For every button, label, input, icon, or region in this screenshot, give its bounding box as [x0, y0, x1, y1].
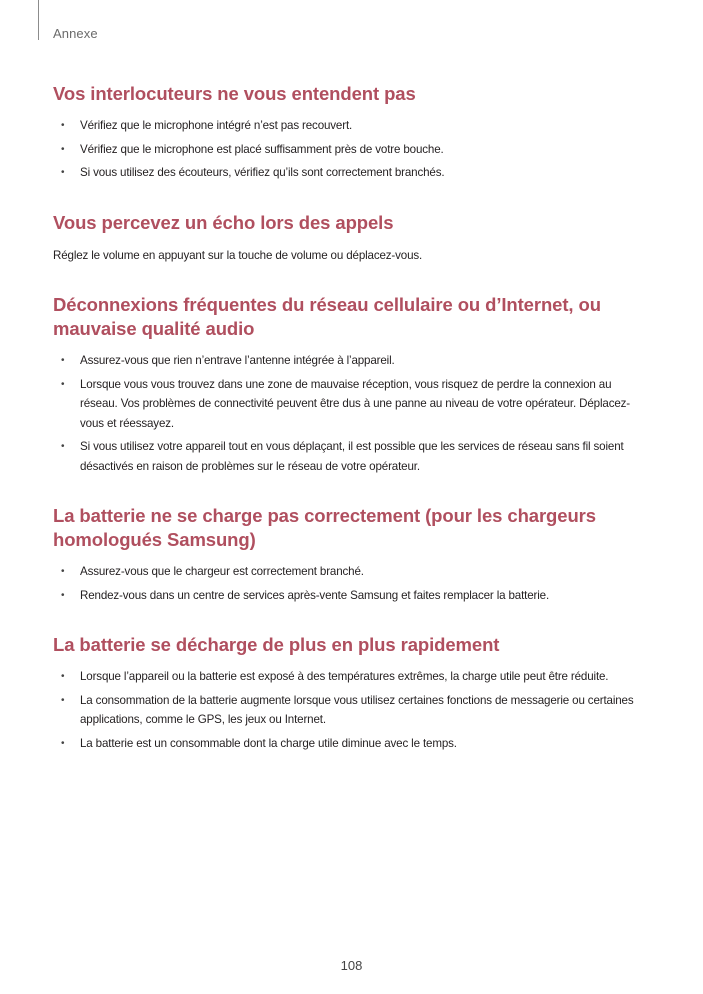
bullet-list — [53, 667, 643, 753]
section-deconnexions — [53, 293, 643, 476]
list-item — [53, 734, 643, 754]
bullet-icon: • — [61, 378, 65, 390]
list-item — [53, 375, 643, 434]
list-item-text: Assurez-vous que rien n’entrave l’antenne intégrée à l’appareil. — [80, 354, 395, 367]
section-title: Vous percevez un écho lors des appels — [53, 211, 394, 233]
list-item — [53, 351, 643, 371]
section-title: Vos interlocuteurs ne vous entendent pas — [53, 83, 416, 104]
bullet-list — [53, 562, 643, 605]
list-item-text: Lorsque l’appareil ou la batterie est exposé à des températures extrêmes, la charge utile peut être réduite. — [80, 670, 609, 683]
list-item-text: Vérifiez que le microphone est placé suffisamment près de votre bouche. — [80, 142, 444, 156]
section-paragraph: Réglez le volume en appuyant sur la touche de volume ou déplacez-vous. — [53, 248, 423, 262]
section-echo — [53, 211, 643, 266]
list-item — [53, 562, 643, 582]
list-item — [53, 667, 643, 687]
list-item — [53, 163, 643, 183]
page-number: 108 — [340, 958, 363, 973]
header-label: Annexe — [53, 26, 98, 41]
bullet-icon: • — [61, 694, 65, 706]
bullet-icon: • — [61, 120, 65, 131]
bullet-icon: • — [61, 671, 65, 682]
section-decharge — [53, 633, 643, 753]
section-interlocuteurs — [53, 82, 643, 183]
bullet-list — [53, 116, 643, 183]
list-item-text: Si vous utilisez votre appareil tout en vous déplaçant, il est possible que les services de réseau sans fil soient désactivés en raison de problèmes sur le réseau de votre opérateur. — [80, 440, 624, 473]
bullet-icon: • — [61, 566, 65, 577]
bullet-icon: • — [61, 143, 65, 155]
bullet-icon: • — [61, 737, 65, 749]
list-item-text: La batterie est un consommable dont la charge utile diminue avec le temps. — [80, 736, 457, 750]
bullet-icon: • — [61, 441, 65, 452]
section-charge — [53, 504, 643, 605]
page-content — [53, 82, 643, 757]
list-item — [53, 116, 643, 136]
list-item-text: Vérifiez que le microphone intégré n’est pas recouvert. — [80, 119, 353, 132]
section-title: Déconnexions fréquentes du réseau cellulaire ou d’Internet, ou mauvaise qualité audio — [53, 294, 601, 339]
list-item — [53, 586, 643, 606]
bullet-list — [53, 351, 643, 476]
list-item-text: Assurez-vous que le chargeur est correctement branché. — [80, 565, 364, 578]
list-item-text: La consommation de la batterie augmente lorsque vous utilisez certaines fonctions de messagerie ou certaines applications, comme le GPS, les jeux ou Internet. — [80, 693, 634, 726]
list-item — [53, 140, 643, 160]
list-item-text: Rendez-vous dans un centre de services après-vente Samsung et faites remplacer la batterie. — [80, 588, 550, 602]
list-item — [53, 437, 643, 476]
section-title: La batterie se décharge de plus en plus rapidement — [53, 634, 500, 655]
list-item — [53, 691, 643, 730]
bullet-icon: • — [61, 167, 65, 178]
header-rule — [38, 0, 39, 40]
bullet-icon: • — [61, 355, 65, 366]
list-item-text: Lorsque vous vous trouvez dans une zone de mauvaise réception, vous risquez de perdre la connexion au réseau. Vos problèmes de connectivité peuvent être dus à une panne au niveau de votre opérateur. Déplacez-vous et réessayez. — [80, 377, 630, 430]
section-title: La batterie ne se charge pas correctement (pour les chargeurs homologués Samsung) — [53, 505, 596, 550]
bullet-icon: • — [61, 589, 65, 601]
list-item-text: Si vous utilisez des écouteurs, vérifiez qu’ils sont correctement branchés. — [80, 166, 445, 179]
